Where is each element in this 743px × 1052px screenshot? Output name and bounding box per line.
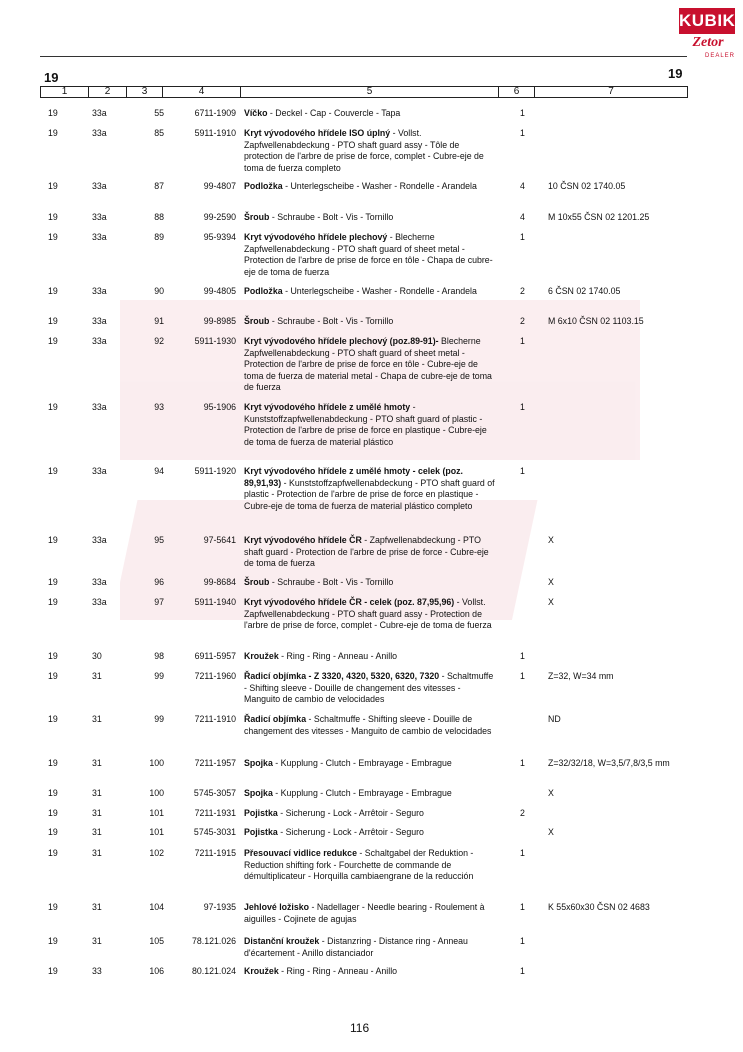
col-figure: 33a: [92, 535, 107, 545]
col-part-number: 95-1906: [203, 402, 236, 412]
col-figure: 31: [92, 936, 102, 946]
col-quantity: 4: [520, 181, 525, 191]
col-quantity: 1: [520, 848, 525, 858]
page-number: 116: [350, 1021, 370, 1035]
part-translations: - Zapfwellenabdeckung - PTO shaft guard - Protection de l'arbre de prise de force - Cubre-eje de toma de fuerza: [244, 535, 489, 569]
col-position: 104: [149, 902, 164, 912]
col-quantity: 2: [520, 316, 525, 326]
col-note: X: [548, 827, 554, 837]
part-translations: - Unterlegscheibe - Washer - Rondelle - Arandela: [282, 286, 477, 296]
part-name-cz: Šroub: [244, 212, 270, 222]
col-quantity: 1: [520, 232, 525, 242]
col-group: 19: [48, 758, 58, 768]
col-group: 19: [48, 108, 58, 118]
part-name-cz: Řadicí objímka: [244, 714, 307, 724]
part-translations: - Sicherung - Lock - Arrêtoir - Seguro: [277, 808, 424, 818]
col-group: 19: [48, 336, 58, 346]
col-note: K 55x60x30 ČSN 02 4683: [548, 902, 650, 912]
col-figure: 33a: [92, 232, 107, 242]
col-position: 97: [154, 597, 164, 607]
col-description: [244, 671, 498, 706]
part-translations: - Vollst. Zapfwellenabdeckung - PTO shaft guard assy - Protection de l'arbre de prise de force, complet - Cubre-eje de toma de fuerza: [244, 597, 492, 631]
part-name-cz: Kryt vývodového hřídele plechový (poz.89-91)-: [244, 336, 439, 346]
col-group: 19: [48, 808, 58, 818]
part-name-cz: Spojka: [244, 788, 273, 798]
col-part-number: 5745-3031: [193, 827, 236, 837]
col-part-number: 95-9394: [203, 232, 236, 242]
col-position: 98: [154, 651, 164, 661]
col-figure: 33a: [92, 466, 107, 476]
col-part-number: 99-4805: [203, 286, 236, 296]
part-name-cz: Kryt vývodového hřídele ISO úplný: [244, 128, 391, 138]
col-figure: 31: [92, 848, 102, 858]
table-header: [40, 86, 688, 98]
part-name-cz: Podložka: [244, 286, 283, 296]
col-position: 91: [154, 316, 164, 326]
col-group: 19: [48, 827, 58, 837]
col-position: 95: [154, 535, 164, 545]
col-note: 10 ČSN 02 1740.05: [548, 181, 626, 191]
col-part-number: 99-8684: [203, 577, 236, 587]
col-figure: 31: [92, 758, 102, 768]
part-name-cz: Řadicí objímka - Z 3320, 4320, 5320, 6320, 7320: [244, 671, 440, 681]
col-part-number: 99-8985: [203, 316, 236, 326]
col-part-number: 7211-1910: [194, 714, 236, 724]
part-name-cz: Podložka: [244, 181, 283, 191]
group-number-right: 19: [668, 66, 683, 81]
part-translations: - Ring - Ring - Anneau - Anillo: [278, 966, 398, 976]
part-translations: - Sicherung - Lock - Arrêtoir - Seguro: [277, 827, 424, 837]
col-description: [244, 936, 498, 959]
part-name-cz: Šroub: [244, 577, 270, 587]
part-translations: - Kupplung - Clutch - Embrayage - Embrague: [272, 758, 452, 768]
part-translations: - Schraube - Bolt - Vis - Tornillo: [269, 212, 394, 222]
part-translations: - Schaltgabel der Reduktion - Reduction shifting fork - Fourchette de commande de démultiplicateur - Horquilla cambiaengrane de la reducción: [244, 848, 474, 882]
col-description: [244, 827, 498, 839]
col-group: 19: [48, 535, 58, 545]
col-figure: 33a: [92, 108, 107, 118]
col-figure: 33a: [92, 597, 107, 607]
col-part-number: 97-5641: [203, 535, 236, 545]
col-quantity: 4: [520, 212, 525, 222]
part-name-cz: Kryt vývodového hřídele ČR: [244, 535, 362, 545]
col-note: M 6x10 ČSN 02 1103.15: [548, 316, 644, 326]
part-translations: - Schaltmuffe - Shifting sleeve - Douille de changement des vitesses - Manguito de cambio de velocidades: [244, 714, 492, 736]
col-position: 92: [154, 336, 164, 346]
col-group: 19: [48, 316, 58, 326]
col-part-number: 5911-1920: [194, 466, 236, 476]
col-description: [244, 316, 498, 328]
col-part-number: 5911-1910: [194, 128, 236, 138]
part-name-cz: Víčko: [244, 108, 268, 118]
part-translations: - Kunststoffzapfwellenabdeckung - PTO shaft guard of plastic - Protection de l'arbre de prise de force en plastique - Cubre-eje de toma de fuerza de material plástico completo: [244, 477, 495, 511]
col-group: 19: [48, 402, 58, 412]
col-note: 6 ČSN 02 1740.05: [548, 286, 621, 296]
brand-dealer: DEALER: [704, 53, 735, 59]
col-description: [244, 232, 498, 278]
col-description: [244, 808, 498, 820]
part-name-cz: Kroužek: [244, 966, 279, 976]
col-group: 19: [48, 966, 58, 976]
part-name-cz: Kryt vývodového hřídele ČR - celek (poz. 87,95,96): [244, 597, 455, 607]
part-name-cz: Šroub: [244, 316, 270, 326]
col-description: [244, 788, 498, 800]
part-name-cz: Kryt vývodového hřídele plechový: [244, 232, 388, 242]
col-quantity: 1: [520, 128, 525, 138]
header-col-5: 5: [241, 87, 499, 97]
col-group: 19: [48, 212, 58, 222]
col-note: Z=32/32/18, W=3,5/7,8/3,5 mm: [548, 758, 670, 768]
col-description: [244, 714, 498, 737]
col-description: [244, 902, 498, 925]
col-position: 99: [154, 671, 164, 681]
col-note: X: [548, 597, 554, 607]
col-part-number: 5911-1930: [194, 336, 236, 346]
col-description: [244, 651, 498, 663]
col-position: 100: [149, 758, 164, 768]
part-translations: - Schraube - Bolt - Vis - Tornillo: [269, 316, 394, 326]
col-quantity: 1: [520, 936, 525, 946]
brand-sub: Zetor: [692, 35, 724, 50]
col-figure: 33a: [92, 402, 107, 412]
col-description: [244, 848, 498, 883]
col-description: [244, 181, 498, 193]
part-translations: - Nadellager - Needle bearing - Roulement à aiguilles - Cojinete de agujas: [244, 902, 485, 924]
col-part-number: 99-2590: [203, 212, 236, 222]
col-group: 19: [48, 788, 58, 798]
col-position: 99: [154, 714, 164, 724]
part-translations: - Schraube - Bolt - Vis - Tornillo: [269, 577, 394, 587]
col-group: 19: [48, 128, 58, 138]
col-quantity: 2: [520, 808, 525, 818]
col-figure: 33a: [92, 181, 107, 191]
col-description: [244, 966, 498, 978]
col-group: 19: [48, 597, 58, 607]
col-part-number: 80.121.024: [191, 966, 236, 976]
col-figure: 31: [92, 788, 102, 798]
col-position: 101: [149, 827, 164, 837]
col-part-number: 97-1935: [203, 902, 236, 912]
part-translations: Blecherne Zapfwellenabdeckung - PTO shaft guard of sheet metal - Protection de l'arbre de prise de force en tôle - Cubre-eje de toma de fuerza de material metal - Chapa de cubre-eje de toma de fuerza: [244, 336, 492, 393]
col-position: 100: [149, 788, 164, 798]
col-quantity: 1: [520, 758, 525, 768]
col-part-number: 6911-5957: [194, 651, 236, 661]
col-position: 55: [154, 108, 164, 118]
col-group: 19: [48, 714, 58, 724]
col-description: [244, 108, 498, 120]
col-position: 85: [154, 128, 164, 138]
col-position: 105: [149, 936, 164, 946]
col-figure: 30: [92, 651, 102, 661]
part-name-cz: Kryt vývodového hřídele z umělé hmoty - celek (poz. 89,91,93): [244, 466, 463, 488]
col-figure: 33: [92, 966, 102, 976]
col-part-number: 7211-1957: [194, 758, 236, 768]
col-quantity: 1: [520, 671, 525, 681]
col-part-number: 99-4807: [203, 181, 236, 191]
part-name-cz: Distanční kroužek: [244, 936, 320, 946]
group-number-left: 19: [44, 70, 59, 85]
part-translations: - Unterlegscheibe - Washer - Rondelle - Arandela: [282, 181, 477, 191]
header-col-2: 2: [89, 87, 127, 97]
col-part-number: 5911-1940: [194, 597, 236, 607]
col-position: 102: [149, 848, 164, 858]
col-group: 19: [48, 181, 58, 191]
part-name-cz: Přesouvací vidlice redukce: [244, 848, 357, 858]
col-group: 19: [48, 848, 58, 858]
header-col-6: 6: [499, 87, 535, 97]
col-note: X: [548, 788, 554, 798]
col-figure: 33a: [92, 212, 107, 222]
part-translations: - Kupplung - Clutch - Embrayage - Embrague: [272, 788, 452, 798]
col-description: [244, 577, 498, 589]
col-position: 94: [154, 466, 164, 476]
col-part-number: 78.121.026: [191, 936, 236, 946]
header-col-1: 1: [41, 87, 89, 97]
col-note: X: [548, 535, 554, 545]
brand-name: KUBIK: [679, 8, 735, 34]
col-part-number: 7211-1960: [194, 671, 236, 681]
col-quantity: 1: [520, 651, 525, 661]
col-part-number: 7211-1931: [194, 808, 236, 818]
col-quantity: 1: [520, 336, 525, 346]
col-position: 93: [154, 402, 164, 412]
col-quantity: 1: [520, 902, 525, 912]
col-description: [244, 286, 498, 298]
part-translations: - Ring - Ring - Anneau - Anillo: [278, 651, 398, 661]
col-description: [244, 128, 498, 174]
col-quantity: 1: [520, 966, 525, 976]
part-translations: - Deckel - Cap - Couvercle - Tapa: [267, 108, 401, 118]
col-position: 96: [154, 577, 164, 587]
col-quantity: 2: [520, 286, 525, 296]
col-description: [244, 336, 498, 394]
part-translations: - Schaltmuffe - Shifting sleeve - Douille de changement des vitesses - Manguito de cambio de velocidades: [244, 671, 494, 705]
col-note: M 10x55 ČSN 02 1201.25: [548, 212, 650, 222]
col-description: [244, 597, 498, 632]
col-group: 19: [48, 651, 58, 661]
col-group: 19: [48, 936, 58, 946]
col-group: 19: [48, 232, 58, 242]
col-figure: 33a: [92, 316, 107, 326]
part-translations: - Distanzring - Distance ring - Anneau d'écartement - Anillo distanciador: [244, 936, 468, 958]
col-group: 19: [48, 902, 58, 912]
col-figure: 31: [92, 902, 102, 912]
col-group: 19: [48, 577, 58, 587]
col-position: 106: [149, 966, 164, 976]
col-description: [244, 758, 498, 770]
part-name-cz: Pojistka: [244, 827, 278, 837]
col-description: [244, 535, 498, 570]
part-translations: - Blecherne Zapfwellenabdeckung - PTO shaft guard of sheet metal - Protection de l'arbre de prise de force en tôle - Chapa de cubre-eje de toma de fuerza: [244, 232, 493, 277]
col-quantity: 1: [520, 466, 525, 476]
col-group: 19: [48, 286, 58, 296]
col-note: ND: [548, 714, 561, 724]
col-figure: 31: [92, 671, 102, 681]
col-description: [244, 212, 498, 224]
col-figure: 33a: [92, 577, 107, 587]
part-name-cz: Kroužek: [244, 651, 279, 661]
col-position: 89: [154, 232, 164, 242]
col-group: 19: [48, 466, 58, 476]
col-figure: 31: [92, 808, 102, 818]
col-quantity: 1: [520, 402, 525, 412]
col-description: [244, 466, 498, 512]
col-figure: 33a: [92, 286, 107, 296]
col-part-number: 6711-1909: [194, 108, 236, 118]
col-description: [244, 402, 498, 448]
part-name-cz: Jehlové ložisko: [244, 902, 310, 912]
col-note: X: [548, 577, 554, 587]
col-figure: 33a: [92, 128, 107, 138]
header-col-3: 3: [127, 87, 163, 97]
top-rule: [40, 56, 687, 57]
col-note: Z=32, W=34 mm: [548, 671, 614, 681]
col-position: 88: [154, 212, 164, 222]
col-part-number: 7211-1915: [194, 848, 236, 858]
col-position: 87: [154, 181, 164, 191]
part-name-cz: Pojistka: [244, 808, 278, 818]
part-translations: - Vollst. Zapfwellenabdeckung - PTO shaft guard assy - Tôle de protection de l'arbre de prise de force, complet - Cubre-eje de toma de fuerza completo: [244, 128, 484, 173]
kubik-zetor-logo: [679, 8, 735, 64]
col-figure: 33a: [92, 336, 107, 346]
col-quantity: 1: [520, 108, 525, 118]
col-position: 90: [154, 286, 164, 296]
col-position: 101: [149, 808, 164, 818]
header-col-7: 7: [608, 86, 614, 97]
header-col-4: 4: [163, 87, 241, 97]
part-translations: - Kunststoffzapfwellenabdeckung - PTO shaft guard of plastic - Protection de l'arbre de prise de force en plastique - Cubre-eje de toma de fuerza de material plástico: [244, 402, 487, 447]
col-part-number: 5745-3057: [193, 788, 236, 798]
part-name-cz: Kryt vývodového hřídele z umělé hmoty: [244, 402, 411, 412]
col-group: 19: [48, 671, 58, 681]
col-figure: 31: [92, 827, 102, 837]
part-name-cz: Spojka: [244, 758, 273, 768]
col-figure: 31: [92, 714, 102, 724]
